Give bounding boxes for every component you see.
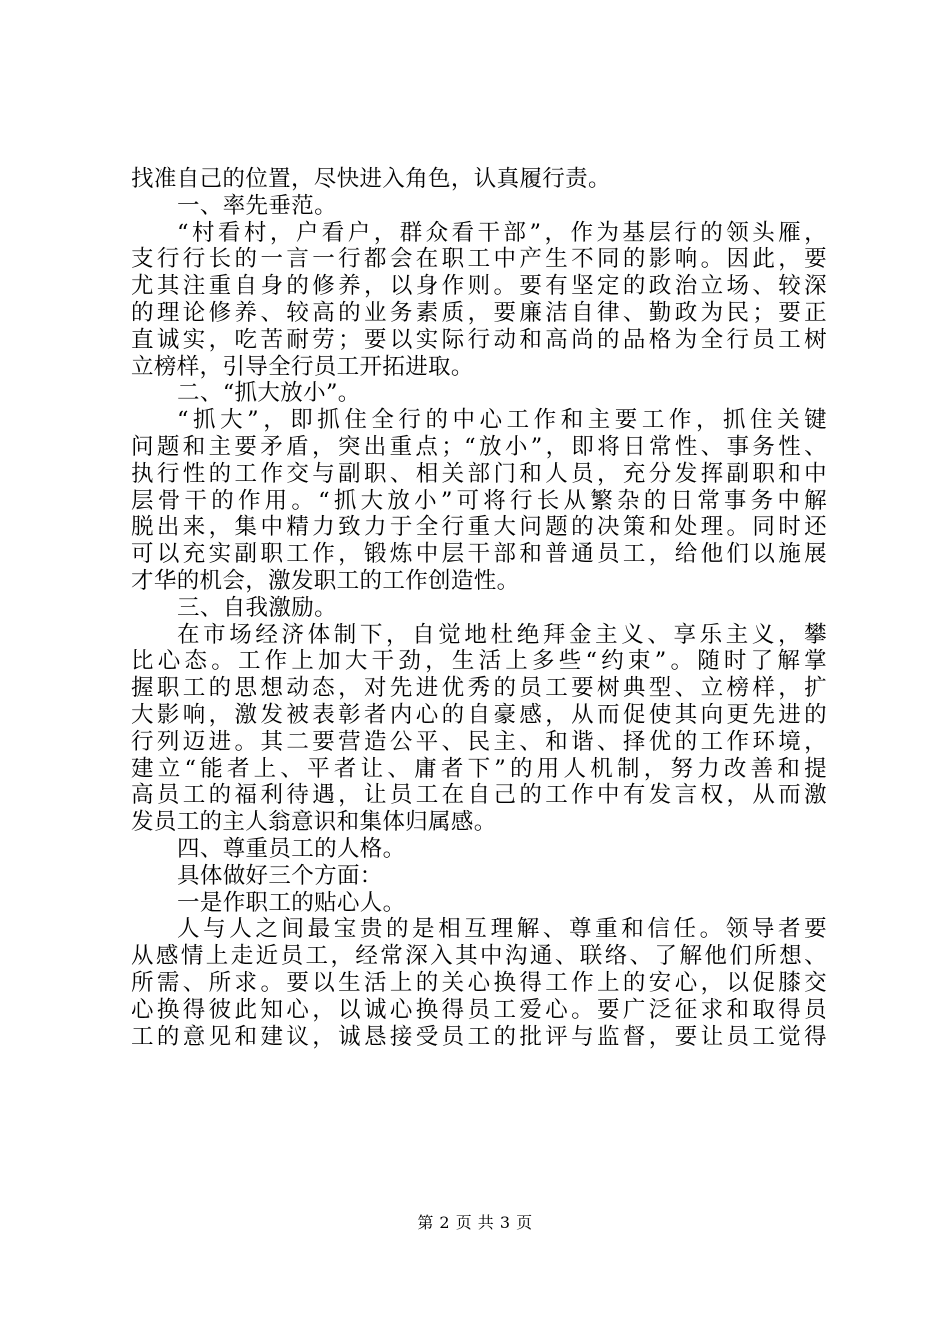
text-line: 一、率先垂范。 xyxy=(177,192,337,219)
text-line: 所需、所求。要以生活上的关心换得工作上的安心，以促膝交 xyxy=(131,969,827,996)
text-line: 二、“抓大放小”。 xyxy=(177,380,361,407)
text-line: 心换得彼此知心，以诚心换得员工爱心。要广泛征求和取得员 xyxy=(131,996,827,1023)
text-line: 工的意见和建议，诚恳接受员工的批评与监督，要让员工觉得 xyxy=(131,1023,827,1050)
text-line: 从感情上走近员工，经常深入其中沟通、联络、了解他们所想、 xyxy=(131,943,827,970)
text-line: 支行行长的一言一行都会在职工中产生不同的影响。因此，要 xyxy=(131,246,827,273)
text-line: 人与人之间最宝贵的是相互理解、尊重和信任。领导者要 xyxy=(177,916,827,943)
text-line: 的理论修养、较高的业务素质，要廉洁自律、勤政为民；要正 xyxy=(131,299,827,326)
text-line: 比心态。工作上加大干劲，生活上多些“约束”。随时了解掌 xyxy=(131,648,827,675)
document-body xyxy=(131,166,827,1050)
text-line: 立榜样，引导全行员工开拓进取。 xyxy=(131,353,474,380)
text-line: 执行性的工作交与副职、相关部门和人员，充分发挥副职和中 xyxy=(131,460,827,487)
text-line: 高员工的福利待遇，让员工在自己的工作中有发言权，从而激 xyxy=(131,782,827,809)
text-line: 尤其注重自身的修养，以身作则。要有坚定的政治立场、较深 xyxy=(131,273,827,300)
text-line: 一是作职工的贴心人。 xyxy=(177,889,406,916)
page-number-text: 第 2 页 共 3 页 xyxy=(417,1213,533,1232)
text-line: 问题和主要矛盾，突出重点；“放小”，即将日常性、事务性、 xyxy=(131,433,827,460)
text-line: 可以充实副职工作，锻炼中层干部和普通员工，给他们以施展 xyxy=(131,541,827,568)
text-line: 层骨干的作用。“抓大放小”可将行长从繁杂的日常事务中解 xyxy=(131,487,827,514)
text-line: 建立“能者上、平者让、庸者下”的用人机制，努力改善和提 xyxy=(131,755,827,782)
text-line: 行列迈进。其二要营造公平、民主、和谐、择优的工作环境， xyxy=(131,728,827,755)
page-footer xyxy=(0,1213,950,1233)
text-line: 具体做好三个方面： xyxy=(177,862,383,889)
text-line: 四、尊重员工的人格。 xyxy=(177,835,406,862)
text-line: 握职工的思想动态，对先进优秀的员工要树典型、立榜样，扩 xyxy=(131,675,827,702)
text-line: 在市场经济体制下，自觉地杜绝拜金主义、享乐主义，攀 xyxy=(177,621,827,648)
text-line: 大影响，激发被表彰者内心的自豪感，从而促使其向更先进的 xyxy=(131,701,827,728)
text-line: 找准自己的位置，尽快进入角色，认真履行责。 xyxy=(131,166,611,192)
text-line: 脱出来，集中精力致力于全行重大问题的决策和处理。同时还 xyxy=(131,514,827,541)
text-line: 发员工的主人翁意识和集体归属感。 xyxy=(131,809,497,836)
text-line: 直诚实，吃苦耐劳；要以实际行动和高尚的品格为全行员工树 xyxy=(131,326,827,353)
text-line: 才华的机会，激发职工的工作创造性。 xyxy=(131,567,520,594)
text-line: “村看村，户看户，群众看干部”，作为基层行的领头雁， xyxy=(177,219,827,246)
text-line: “抓大”，即抓住全行的中心工作和主要工作，抓住关键 xyxy=(177,407,827,434)
text-line: 三、自我激励。 xyxy=(177,594,337,621)
